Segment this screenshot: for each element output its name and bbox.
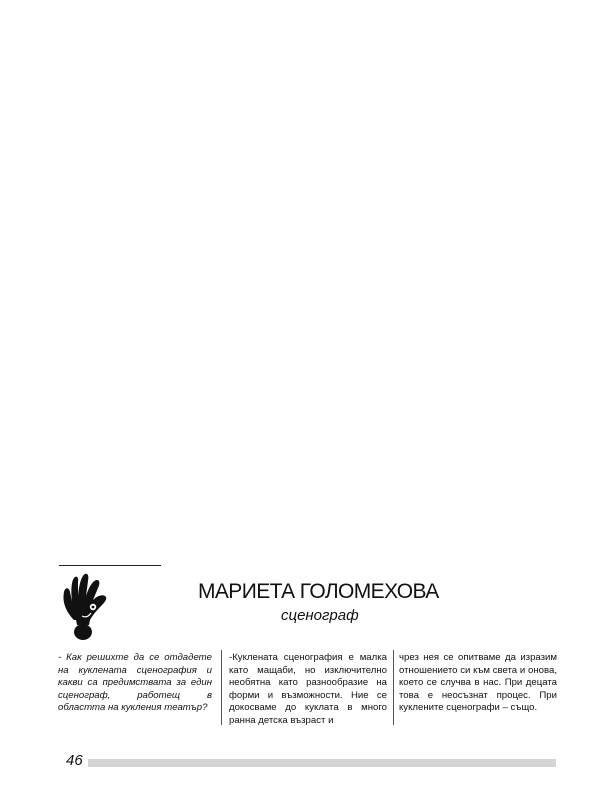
answer-column-1 (229, 652, 387, 726)
footer-bar (88, 759, 556, 767)
answer-column-2 (399, 652, 557, 722)
column-divider (393, 650, 394, 725)
question-text: - Как решихте да се отдадете на куклената сценография и какви са предимствата за един сценограф, работещ в областта на кукления театър? (58, 652, 212, 714)
header-rule (59, 565, 161, 566)
author-role: сценограф (281, 607, 359, 624)
hand-puppet-icon (60, 572, 112, 642)
answer-text-1: -Куклената сценография е малка като мащаби, но изключително необятна като разнообразие на форми и възможности. Ние се докосваме до куклата в много ранна детска възраст и (229, 652, 387, 726)
interview-question (58, 652, 212, 722)
page-number: 46 (66, 752, 83, 769)
column-divider (221, 650, 222, 725)
author-name: МАРИЕТА ГОЛОМЕХОВА (198, 580, 439, 603)
answer-text-2: чрез нея се опитваме да изразим отношението си към света и онова, което се случва в нас. При децата това е неосъзнат процес. При куклените сценографи – също. (399, 652, 557, 714)
